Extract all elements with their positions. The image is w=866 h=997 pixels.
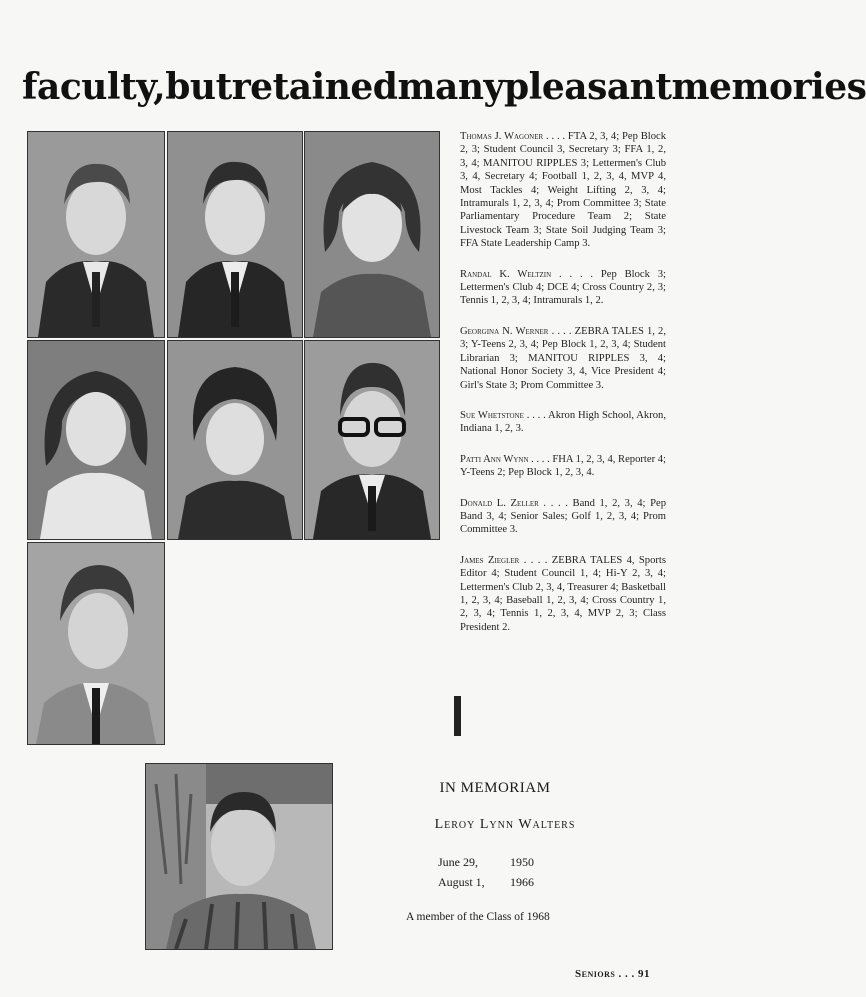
bio-entry	[460, 409, 666, 436]
portrait-photo	[27, 542, 165, 745]
bio-entry	[460, 554, 666, 634]
date-month-day: June 29,	[438, 855, 478, 869]
memoriam-name: Leroy Lynn Walters	[434, 817, 576, 832]
bio-text: . . . . Pep Block 3; Lettermen's Club 4; DCE 4; Cross Country 2, 3; Tennis 1, 2, 3, 4; Intramurals 1, 2.	[460, 268, 666, 307]
bio-name: Randal K. Weltzin	[460, 268, 552, 280]
bio-text: . . . . FHA 1, 2, 3, 4, Reporter 4; Y-Teens 2; Pep Block 1, 2, 3, 4.	[460, 453, 667, 479]
bio-text: . . . . Akron High School, Akron, Indiana 1, 2, 3.	[460, 409, 666, 435]
headline-word: retained	[231, 66, 398, 108]
date-year: 1966	[510, 875, 534, 889]
headline	[22, 66, 866, 108]
bio-name: Georgina N. Werner	[460, 325, 549, 337]
bio-entry	[460, 268, 666, 308]
bio-name: Sue Whetstone	[460, 409, 524, 421]
bio-name: Thomas J. Wagoner	[460, 131, 544, 142]
headline-word: faculty,	[22, 66, 166, 108]
senior-bios	[460, 130, 666, 651]
bio-name: James Ziegler	[460, 554, 520, 566]
memoriam-dates	[438, 852, 534, 892]
decorative-bar	[454, 696, 461, 736]
bio-entry	[460, 497, 666, 537]
bio-name: Donald L. Zeller	[460, 497, 539, 509]
portrait-photo	[167, 131, 303, 338]
portrait-photo	[27, 131, 165, 338]
bio-text: . . . . Band 1, 2, 3, 4; Pep Band 3, 4; Senior Sales; Golf 1, 2, 3, 4; Prom Committee 3.	[460, 497, 666, 536]
page-footer: Seniors . . . 91	[575, 968, 651, 980]
date-year: 1950	[510, 855, 534, 869]
portrait-photo	[304, 131, 440, 338]
portrait-photo	[27, 340, 165, 540]
memoriam-block	[380, 780, 660, 833]
bio-entry	[460, 325, 666, 392]
bio-entry	[460, 130, 666, 251]
bio-text: . . . . ZEBRA TALES 4, Sports Editor 4; Student Council 1, 4; Hi-Y 2, 3, 4; Lettermen's Club 2, 3, 4, Treasurer 4; Basketball 1, 2, 3, 4; Baseball 1, 2, 3, 4; Cross Country 1, 2, 3, 4; Tennis 1, 2, 3, 4, MVP 2, 3; Class President 2.	[460, 554, 666, 633]
portrait-photo	[145, 763, 333, 950]
bio-name: Patti Ann Wynn	[460, 453, 529, 465]
bio-text: . . . . FTA 2, 3, 4; Pep Block 2, 3; Student Council 3, Secretary 3; FFA 1, 2, 3, 4; MANITOU RIPPLES 3; Lettermen's Club 3, 4, Secretary 4; Football 1, 2, 3, 4, MVP 4, Most Tackles 4; Weight Lifting 2, 3, 4; Intramurals 1, 2, 3, 4; Prom Committee 3; State Parliamentary Procedure Team 2; State Livestock Team 3; State Soil Judging Team 3; FFA State Leadership Camp 3.	[460, 131, 667, 250]
memoriam-title: IN MEMORIAM	[439, 780, 551, 796]
date-month-day: August 1,	[438, 875, 485, 889]
date-row	[438, 872, 534, 892]
headline-word: many	[397, 66, 504, 108]
date-row	[438, 852, 534, 872]
portrait-photo	[304, 340, 440, 540]
headline-word: pleasant	[503, 66, 672, 108]
headline-word: but	[165, 66, 232, 108]
headline-word: memories	[671, 66, 866, 108]
portrait-photo	[167, 340, 303, 540]
bio-entry	[460, 453, 666, 480]
bio-text: . . . . ZEBRA TALES 1, 2, 3; Y-Teens 2, 3, 4; Pep Block 1, 2, 3, 4; Student Librarian 3; MANITOU RIPPLES 3, 4; National Honor Society 3, 4, Vice President 4; Girl's State 3; Prom Committee 3.	[460, 325, 666, 391]
memoriam-member-note: A member of the Class of 1968	[406, 911, 550, 923]
